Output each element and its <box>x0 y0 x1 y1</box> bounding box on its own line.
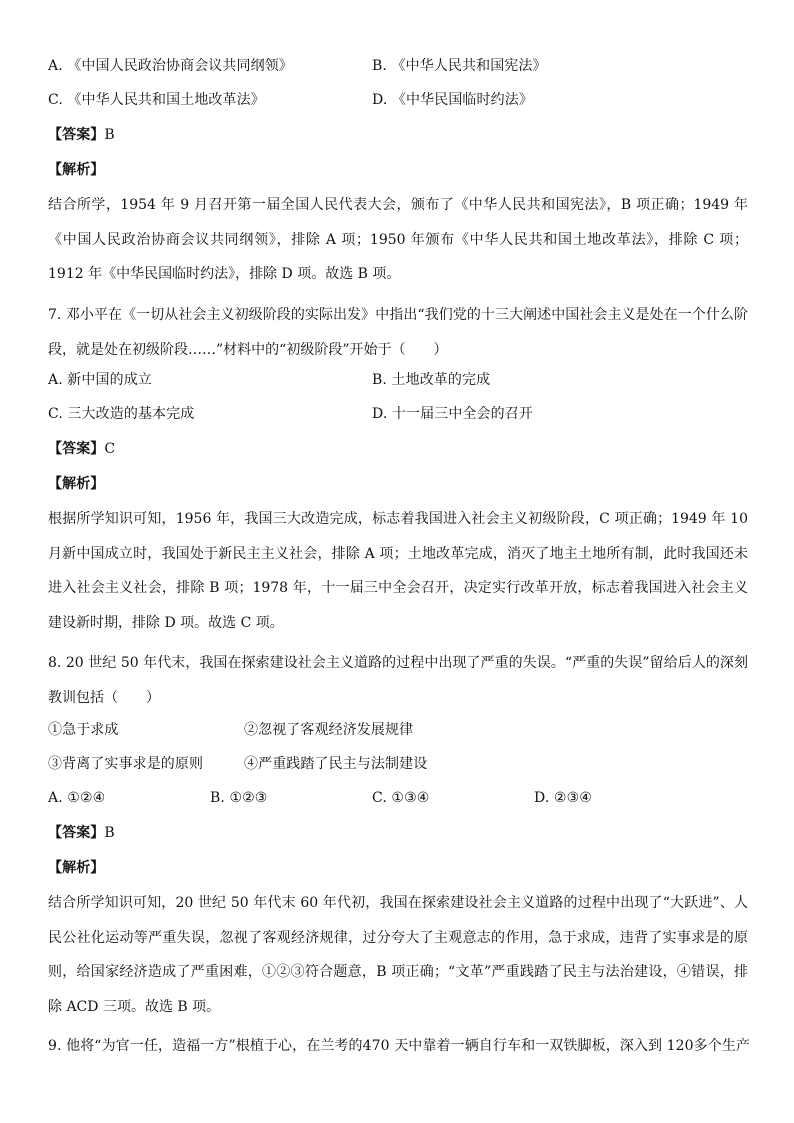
q7-answer <box>48 439 115 459</box>
q8-item-1: ①急于求成 <box>48 722 119 738</box>
q6-analysis: 结合所学，1954 年 9 月召开第一届全国人民代表大会，颁布了《中华人民共和国宪法》，B 项正确；1949 年《中国人民政治协商会议共同纲领》，排除 A 项；1950 年颁布《中华人民共和国土地改革法》，排除 C 项；1912 年《中华民国临时约法》，排除 D 项。故选 B 项。 <box>48 197 748 282</box>
q8-analysis: 结合所学知识可知，20 世纪 50 年代末 60 年代初，我国在探索建设社会主义道路的过程中出现了“大跃进”、人民公社化运动等严重失误，忽视了客观经济规律，过分夸大了主观意志的作用，急于求成，违背了实事求是的原则，给国家经济造成了严重困难，①②③符合题意，B 项正确；“文革”严重践踏了民主与法治建设，④错误，排除 ACD 三项。故选 B 项。 <box>48 895 748 1015</box>
answer-label: 【答案】 <box>48 127 105 143</box>
q7-analysis: 根据所学知识可知，1956 年，我国三大改造完成，标志着我国进入社会主义初级阶段，C 项正确；1949 年 10 月新中国成立时，我国处于新民主主义社会，排除 A 项；土地改革完成，消灭了地主土地所有制，此时我国还未进入社会主义社会，排除 B 项；1978 年，十一届三中全会召开，决定实行改革开放，标志着我国进入社会主义建设新时期，排除 D 项。故选 C 项。 <box>48 511 748 631</box>
q8-option-b: B. ①②③ <box>210 790 268 806</box>
answer-value: B <box>104 825 115 841</box>
q6-option-d: D. 《中华民国临时约法》 <box>372 92 533 108</box>
q7-stem: 7. 邓小平在《一切从社会主义初级阶段的实际出发》中指出“我们党的十三大阐述中国社会主义是处在一个什么阶段，就是处在初级阶段……”材料中的“初级阶段”开始于（ ） <box>48 307 748 358</box>
q9-stem-start: 9. 他将“为官一任，造福一方”根植于心，在兰考的470 天中靠着一辆自行车和一双铁脚板，深入到 120多个生产 <box>48 1038 751 1054</box>
q6-option-b: B. 《中华人民共和国宪法》 <box>372 58 547 74</box>
q8-option-a: A. ①②④ <box>48 790 106 806</box>
q7-option-a: A. 新中国的成立 <box>48 372 152 388</box>
q7-analysis-label: 【解析】 <box>48 476 105 492</box>
answer-label: 【答案】 <box>48 441 105 457</box>
q8-answer <box>48 823 115 843</box>
q8-option-c: C. ①③④ <box>372 790 430 806</box>
q8-item-2: ②忽视了客观经济发展规律 <box>244 722 414 738</box>
answer-value: C <box>104 441 116 457</box>
answer-label: 【答案】 <box>48 825 105 841</box>
q7-option-d: D. 十一届三中全会的召开 <box>372 406 533 422</box>
q7-option-b: B. 土地改革的完成 <box>372 372 491 388</box>
q8-stem: 8. 20 世纪 50 年代末，我国在探索建设社会主义道路的过程中出现了严重的失误。“严重的失误”留给后人的深刻教训包括（ ） <box>48 655 748 706</box>
q8-option-d: D. ②③④ <box>534 790 592 806</box>
q6-option-a: A. 《中国人民政治协商会议共同纲领》 <box>48 58 293 74</box>
q8-item-4: ④严重践踏了民主与法制建设 <box>244 756 428 772</box>
q8-item-3: ③背离了实事求是的原则 <box>48 756 204 772</box>
q8-analysis-label: 【解析】 <box>48 860 105 876</box>
q6-answer <box>48 125 115 145</box>
answer-value: B <box>104 127 115 143</box>
q6-option-c: C. 《中华人民共和国土地改革法》 <box>48 92 265 108</box>
q7-option-c: C. 三大改造的基本完成 <box>48 406 195 422</box>
q6-analysis-label: 【解析】 <box>48 162 105 178</box>
